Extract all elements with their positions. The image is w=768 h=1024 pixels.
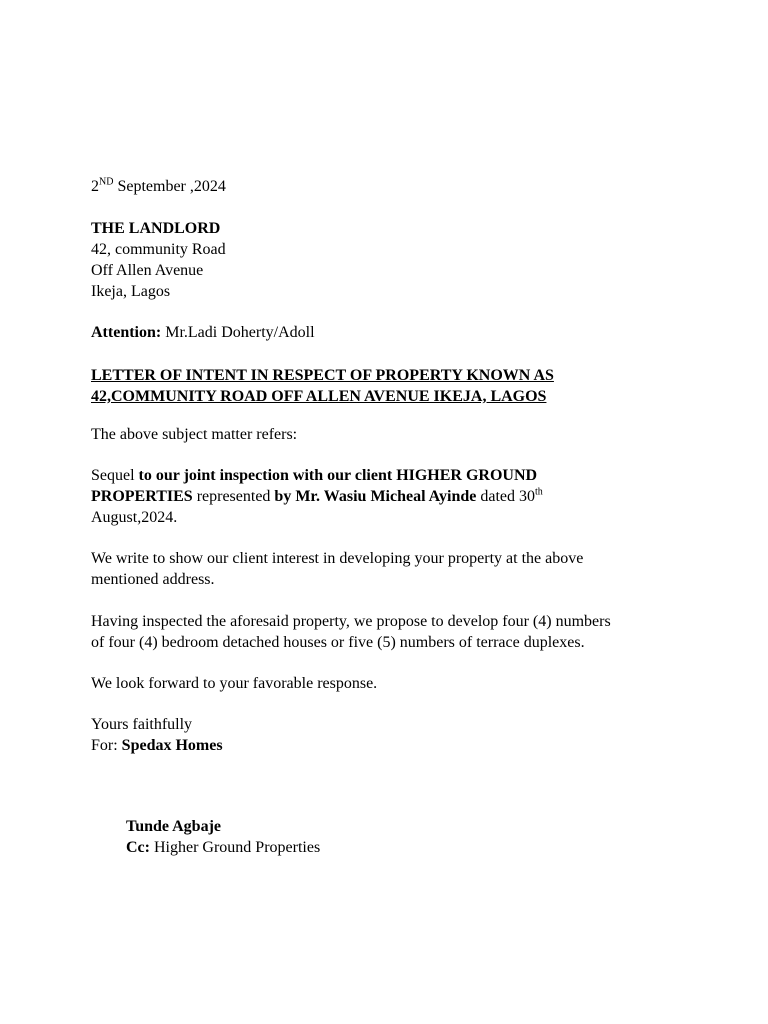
recipient-address-line: 42, community Road [91,241,226,258]
paragraph-proposal [91,611,691,653]
p1-bold-text: to our joint inspection with our client HIGHER GROUND [138,467,538,484]
p3-line: of four (4) bedroom detached houses or five (5) numbers of terrace duplexes. [91,634,585,651]
closing-for-label: For: [91,737,122,754]
p3-line: Having inspected the aforesaid property, we propose to develop four (4) numbers [91,613,611,630]
p2-line: We write to show our client interest in developing your property at the above [91,550,584,567]
date-rest: September ,2024 [113,178,226,195]
date-day-suffix: ND [99,176,114,188]
intro-paragraph [91,424,691,445]
recipient-block [91,218,691,302]
attention-label: Attention: [91,324,162,341]
p4-text: We look forward to your favorable response. [91,675,378,692]
p1-text: August,2024. [91,509,178,526]
p1-text: Sequel [91,467,139,484]
closing-company: Spedax Homes [121,737,223,754]
paragraph-inspection [91,465,691,528]
paragraph-closing [91,673,691,694]
cc-label: Cc: [126,839,150,856]
p1-text: represented [192,488,275,505]
subject-line: 42,COMMUNITY ROAD OFF ALLEN AVENUE IKEJA, LAGOS [91,388,547,405]
subject-line: LETTER OF INTENT IN RESPECT OF PROPERTY KNOWN AS [91,367,554,384]
p2-line: mentioned address. [91,571,215,588]
signature-block [126,816,726,858]
attention-value: Mr.Ladi Doherty/Adoll [161,324,315,341]
letter-date [91,176,691,197]
closing-salutation: Yours faithfully [91,716,193,733]
closing-block [91,714,691,756]
recipient-address-line: Off Allen Avenue [91,262,204,279]
signatory-name: Tunde Agbaje [126,818,221,835]
recipient-address-line: Ikeja, Lagos [91,283,171,300]
date-day: 2 [91,178,99,195]
cc-value: Higher Ground Properties [149,839,321,856]
attention-line [91,322,691,343]
p1-text: dated 30 [476,488,536,505]
paragraph-interest [91,548,691,590]
p1-bold-text: by Mr. Wasiu Micheal Ayinde [274,488,477,505]
p1-bold-text: PROPERTIES [91,488,193,505]
subject-heading [91,365,691,407]
p1-superscript: th [535,486,543,498]
intro-text: The above subject matter refers: [91,426,298,443]
recipient-title: THE LANDLORD [91,220,221,237]
